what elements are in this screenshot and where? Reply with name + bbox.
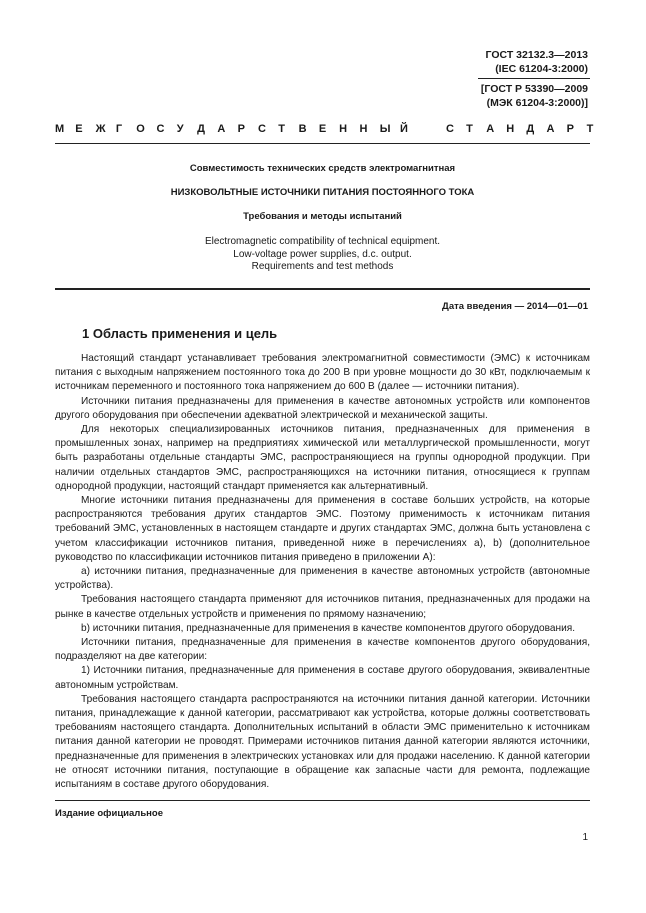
- effective-date: Дата введения — 2014—01—01: [442, 301, 588, 312]
- title-line-1: Совместимость технических средств электромагнитная: [189, 163, 456, 174]
- banner-letter: Н: [506, 123, 515, 135]
- standard-designation: [486, 48, 588, 76]
- banner-letter: А: [486, 123, 495, 135]
- english-title-line-1: Electromagnetic compatibility of technical equipment.: [204, 236, 441, 247]
- banner-letter: Й: [400, 123, 408, 135]
- title-line-3: Требования и методы испытаний: [243, 211, 402, 222]
- paragraph: Источники питания, предназначенные для применения в качестве компонентов другого оборудования, подразделяют на две категории:: [55, 637, 590, 663]
- title-rule: [55, 288, 590, 290]
- banner-word-standard: [446, 123, 607, 135]
- banner-letter: Е: [318, 123, 327, 135]
- standard-iec-reference: (IEC 61204-3:2000): [495, 63, 588, 75]
- banner-letter: Т: [278, 123, 285, 135]
- banner-letter: Н: [359, 123, 368, 135]
- standard-iec-reference-alt: (МЭК 61204-3:2000)]: [486, 97, 588, 109]
- official-edition-label: Издание официальное: [55, 808, 163, 819]
- banner-letter: О: [136, 123, 145, 135]
- standard-designation-alt: [481, 82, 588, 110]
- banner-letter: С: [446, 123, 454, 135]
- banner-letter: С: [156, 123, 165, 135]
- standard-number-alt: [ГОСТ Р 53390—2009: [480, 83, 588, 95]
- standard-number: ГОСТ 32132.3—2013: [485, 49, 588, 61]
- banner-word-interstate: [55, 123, 420, 135]
- banner-letter: В: [298, 123, 307, 135]
- paragraph: а) источники питания, предназначенные для применения в качестве автономных устройств (автономные устройства).: [55, 566, 590, 592]
- page-number: 1: [582, 832, 588, 843]
- paragraph: Требования настоящего стандарта распространяются на источники питания данной категории. Источники питания, принадлежащие к данной категории, рассматривают как устройства, которые должны соответствовать требованиям настоящего стандарта. Дополнительных испытаний в области ЭМС применительно к источникам питания данной категории не проводят. Примерами источников питания данной категории являются источники, предназначенные для применения в электрических установках или для продажи населению. К данной категории не относят источники питания, поступающие в обращение как запасные части для ремонта, подлежащие испытаниям в составе другого оборудования.: [55, 693, 590, 791]
- section-body: [55, 352, 590, 792]
- banner-letter: С: [257, 123, 266, 135]
- section-heading: 1 Область применения и цель: [82, 326, 278, 341]
- paragraph: b) источники питания, предназначенные для применения в качестве компонентов другого оборудования.: [81, 622, 576, 634]
- banner-letter: Д: [526, 123, 535, 135]
- title-line-2: НИЗКОВОЛЬТНЫЕ ИСТОЧНИКИ ПИТАНИЯ ПОСТОЯННОГО ТОКА: [170, 187, 475, 198]
- banner-letter: Т: [586, 123, 594, 135]
- banner-letter: Ы: [379, 123, 391, 135]
- banner-letter: А: [217, 123, 226, 135]
- paragraph: Требования настоящего стандарта применяют для источников питания, предназначенных для продажи на рынке в качестве отдельных устройств и применения по прямому назначению;: [55, 594, 590, 620]
- paragraph: 1) Источники питания, предназначенные для применения в составе другого оборудования, эквивалентные автономным устройствам.: [55, 665, 590, 691]
- english-title-line-2: Low-voltage power supplies, d.c. output.: [233, 248, 412, 260]
- banner-letter: Р: [566, 123, 574, 135]
- english-title-line-3: Requirements and test methods: [251, 261, 394, 272]
- footer-rule: [55, 800, 590, 801]
- banner-rule: [55, 143, 590, 144]
- banner-letter: М: [55, 123, 65, 135]
- banner-letter: А: [546, 123, 555, 135]
- english-title: [55, 236, 590, 274]
- banner-letter: Е: [75, 123, 83, 135]
- banner-letter: Т: [466, 123, 473, 135]
- banner-letter: Ж: [95, 123, 106, 135]
- banner-letter: Г: [115, 123, 123, 135]
- banner-letter: Р: [237, 123, 246, 135]
- banner-letter: У: [176, 123, 184, 135]
- paragraph: Источники питания предназначены для применения в качестве автономных устройств или компонентов другого оборудования при обеспечении адекватной электрической и механической защиты.: [55, 395, 590, 421]
- banner-letter: Д: [197, 123, 205, 135]
- paragraph: Для некоторых специализированных источников питания, предназначенных для применения в промышленных зонах, например на предприятиях химической или металлургической промышленности, могут быть разработаны отдельные стандарты ЭМС, распространяющиеся на группы однородной продукции. При наличии отдельных стандартов ЭМС, распространяющихся на источники питания, относящиеся к группам однородной продукции, настоящий стандарт применяется как альтернативный.: [55, 424, 590, 492]
- paragraph: Настоящий стандарт устанавливает требования электромагнитной совместимости (ЭМС) к источникам питания с выходным напряжением постоянного тока до 200 В при уровне мощности до 30 кВт, подключаемым к источникам переменного и постоянного тока напряжением до 600 В (далее — источники питания).: [55, 353, 590, 393]
- paragraph: Многие источники питания предназначены для применения в составе больших устройств, на которые распространяются требования других стандартов ЭМС. Поэтому применимость к источникам питания требований ЭМС, установленных в настоящем стандарте и других стандартах ЭМС, должна быть установлена с учетом классификации источников питания, приведенной ниже в перечислениях а), b) (дополнительное руководство по классификации источников питания приведено в приложении А):: [55, 495, 590, 563]
- banner-letter: Н: [339, 123, 348, 135]
- designation-divider: [478, 78, 590, 79]
